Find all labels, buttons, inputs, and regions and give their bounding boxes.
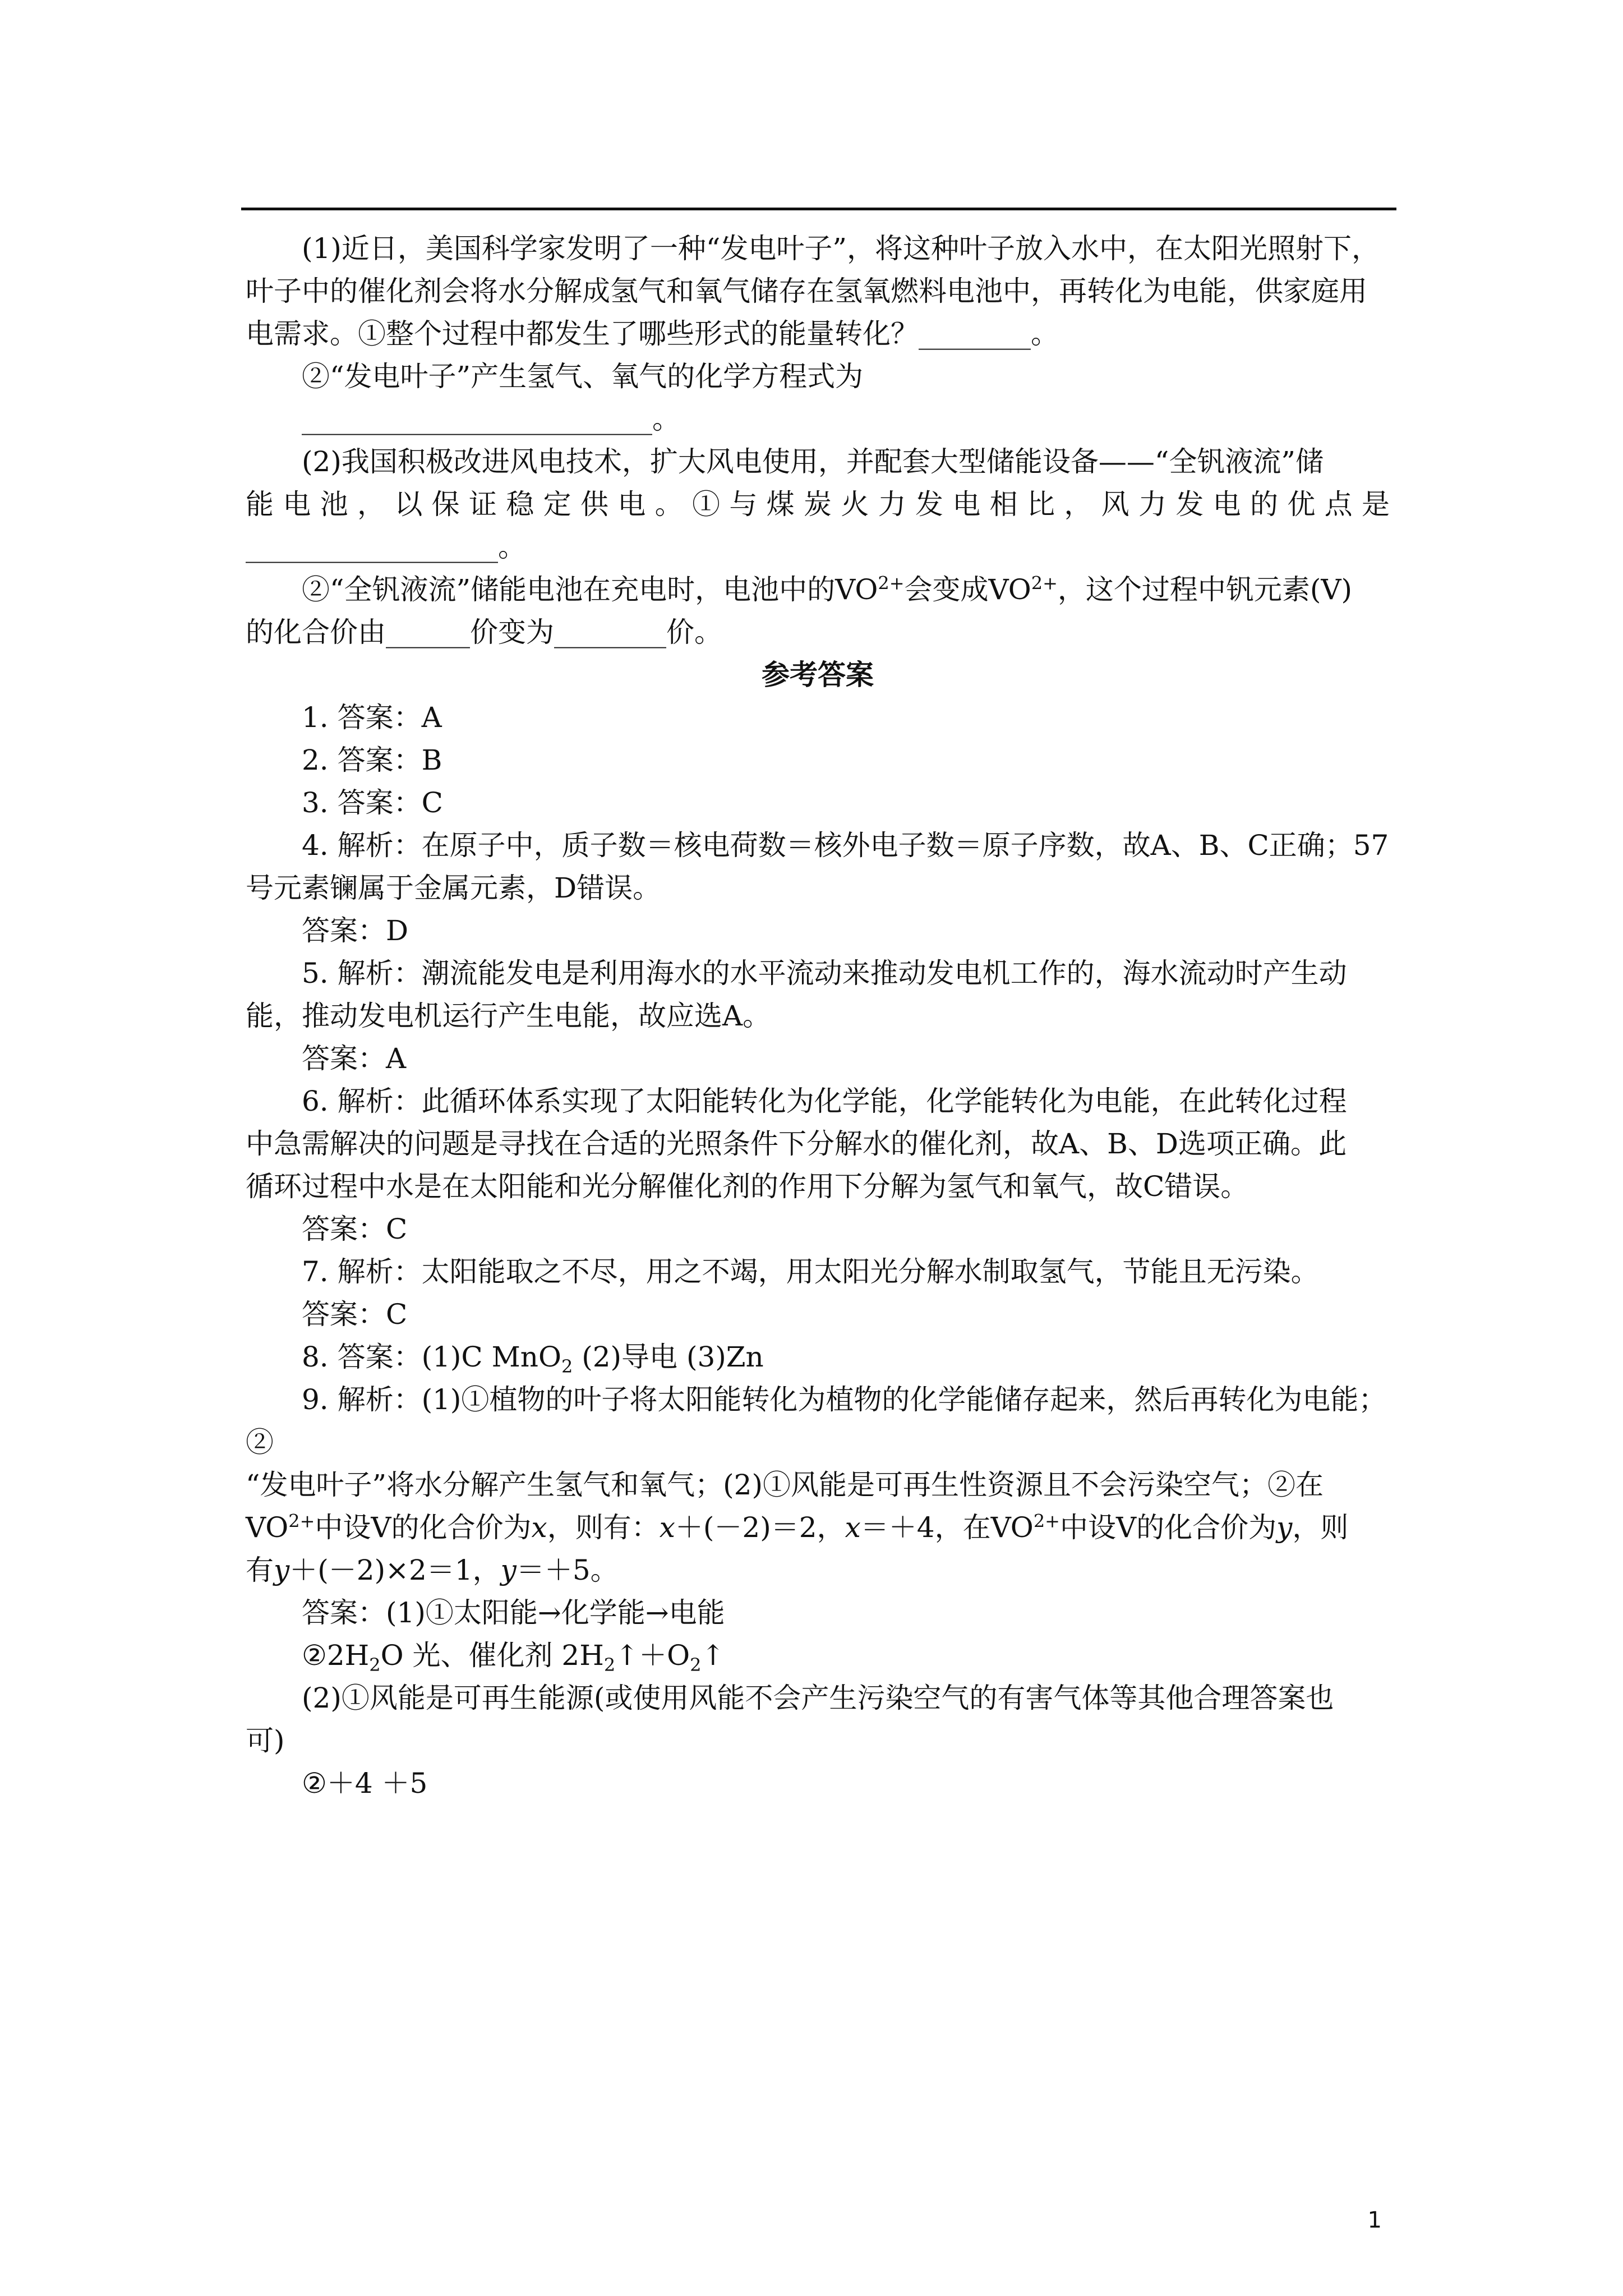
answer-1: 1. 答案：A: [302, 701, 442, 734]
answer-6-result: 答案：C: [302, 1213, 408, 1245]
answer-3: 3. 答案：C: [302, 786, 443, 819]
q-part1-line5: _________________________。: [302, 403, 680, 435]
header-rule: [241, 208, 1396, 210]
answer-4-line1: 4. 解析：在原子中，质子数＝核电荷数＝核外电子数＝原子序数，故A、B、C正确；57: [302, 829, 1389, 862]
answer-2: 2. 答案：B: [302, 744, 442, 776]
answer-9-result-3-line2: 可): [246, 1724, 285, 1757]
answer-5-line1: 5. 解析：潮流能发电是利用海水的水平流动来推动发电机工作的，海水流动时产生动: [302, 957, 1347, 990]
answer-6-line3: 循环过程中水是在太阳能和光分解催化剂的作用下分解为氢气和氧气，故C错误。: [246, 1170, 1249, 1203]
answer-4-result: 答案：D: [302, 914, 409, 947]
answer-6-line2: 中急需解决的问题是寻找在合适的光照条件下分解水的催化剂，故A、B、D选项正确。此: [246, 1128, 1347, 1160]
answer-5-line2: 能，推动发电机运行产生电能，故应选A。: [246, 1000, 771, 1032]
answer-9-line3: $VO^{2+}$中设V的化合价为x，则有：x＋(－2)＝2，x＝＋4，在$VO^{2+}$中设V的化合价为y，则: [246, 1510, 1349, 1544]
q-part1-line2: 叶子中的催化剂会将水分解成氢气和氧气储存在氢氧燃料电池中，再转化为电能，供家庭用: [246, 275, 1367, 307]
answer-4-line2: 号元素镧属于金属元素，D错误。: [246, 872, 661, 904]
q-part2-line1: (2)我国积极改进风电技术，扩大风电使用，并配套大型储能设备——“全钒液流”储: [302, 445, 1324, 478]
q-part2-line3: __________________。: [246, 531, 526, 563]
answer-9-result-2: $②2H_2O$ 光、催化剂 $2H_2↑+O_2↑$: [302, 1639, 725, 1676]
answers-heading: 参考答案: [762, 658, 874, 691]
q-part2-line5: 的化合价由______价变为________价。: [246, 616, 722, 648]
answer-5-result: 答案：A: [302, 1042, 407, 1075]
answer-8: 8. 答案：(1)C MnO$_2$ (2)导电 (3)Zn: [302, 1341, 764, 1377]
answer-7-result: 答案：C: [302, 1298, 408, 1331]
q-part1-line3: 电需求。①整个过程中都发生了哪些形式的能量转化？________。: [246, 318, 1059, 350]
answer-7-line1: 7. 解析：太阳能取之不尽，用之不竭，用太阳光分解水制取氢气，节能且无污染。: [302, 1255, 1319, 1288]
answer-9-result-4: ②＋4 ＋5: [302, 1767, 428, 1800]
answer-9-line4: 有y＋(－2)×2＝1，y＝＋5。: [246, 1554, 619, 1586]
q-part1-line1: (1)近日，美国科学家发明了一种“发电叶子”，将这种叶子放入水中，在太阳光照射下，: [302, 232, 1380, 265]
answer-9-result-3-line1: (2)①风能是可再生能源(或使用风能不会产生污染空气的有害气体等其他合理答案也: [302, 1682, 1334, 1714]
q-part1-line4: ②“发电叶子”产生氢气、氧气的化学方程式为: [302, 360, 864, 393]
answer-9-line2: “发电叶子”将水分解产生氢气和氧气；(2)①风能是可再生性资源且不会污染空气；②在: [246, 1469, 1324, 1501]
q-part2-line2: 能 电 池 ， 以 保 证 稳 定 供 电 。 ① 与 煤 炭 火 力 发 电 相 比 ， 风 力 发 电 的 优 点 是: [246, 488, 1390, 521]
answer-9-line1: 9. 解析：(1)①植物的叶子将太阳能转化为植物的化学能储存起来，然后再转化为电能；②: [246, 1383, 1387, 1458]
answer-9-result-1: 答案：(1)①太阳能→化学能→电能: [302, 1596, 725, 1629]
document-body: [246, 227, 1390, 1805]
page-number: 1: [1367, 2207, 1382, 2233]
answer-6-line1: 6. 解析：此循环体系实现了太阳能转化为化学能，化学能转化为电能，在此转化过程: [302, 1085, 1347, 1117]
q-part2-line4: ②“全钒液流”储能电池在充电时，电池中的$VO^{2+}$会变成$VO^{2+}$，这个过程中钒元素(V): [302, 572, 1353, 606]
